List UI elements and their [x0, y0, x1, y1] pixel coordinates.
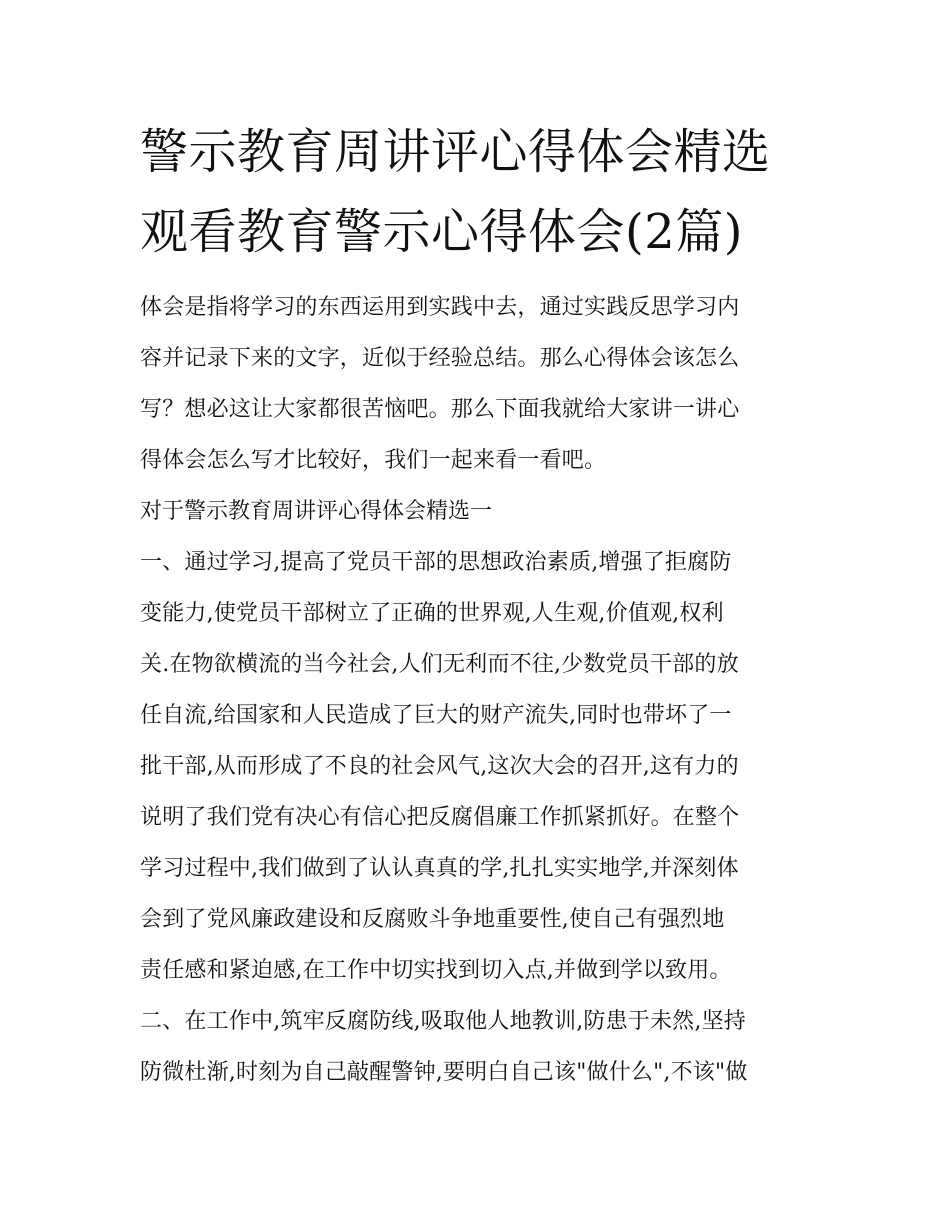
body-line: 防微杜渐,时刻为自己敲醒警钟,要明白自己该"做什么",不该"做	[140, 1060, 748, 1085]
intro-line: 容并记录下来的文字，近似于经验总结。那么心得体会该怎么	[140, 346, 740, 371]
title-line-1: 警示教育周讲评心得体会精选	[140, 124, 771, 180]
body-line: 责任感和紧迫感,在工作中切实找到切入点,并做到学以致用。	[140, 958, 732, 983]
document-page	[140, 112, 820, 1098]
body-line: 任自流,给国家和人民造成了巨大的财产流失,同时也带坏了一	[140, 703, 732, 728]
body-line: 批干部,从而形成了不良的社会风气,这次大会的召开,这有力的	[140, 754, 739, 779]
intro-paragraph	[140, 282, 820, 486]
body-line: 一、通过学习,提高了党员干部的思想政治素质,增强了拒腐防	[140, 550, 732, 575]
intro-line: 得体会怎么写才比较好，我们一起来看一看吧。	[140, 448, 607, 473]
body-line: 关.在物欲横流的当今社会,人们无利而不往,少数党员干部的放	[140, 652, 739, 677]
intro-line: 体会是指将学习的东西运用到实践中去，通过实践反思学习内	[140, 295, 740, 320]
body-line: 学习过程中,我们做到了认认真真的学,扎扎实实地学,并深刻体	[140, 856, 739, 881]
section-heading: 对于警示教育周讲评心得体会精选一	[140, 499, 493, 524]
document-title	[140, 112, 820, 272]
intro-line: 写？想必这让大家都很苦恼吧。那么下面我就给大家讲一讲心	[140, 397, 740, 422]
body-paragraph	[140, 537, 820, 1098]
title-line-2: 观看教育警示心得体会(2篇)	[140, 204, 743, 260]
body-line: 说明了我们党有决心有信心把反腐倡廉工作抓紧抓好。在整个	[140, 805, 740, 830]
body-line: 二、在工作中,筑牢反腐防线,吸取他人地教训,防患于未然,坚持	[140, 1009, 746, 1034]
body-line: 变能力,使党员干部树立了正确的世界观,人生观,价值观,权利	[140, 601, 724, 626]
body-line: 会到了党风廉政建设和反腐败斗争地重要性,使自己有强烈地	[140, 907, 725, 932]
